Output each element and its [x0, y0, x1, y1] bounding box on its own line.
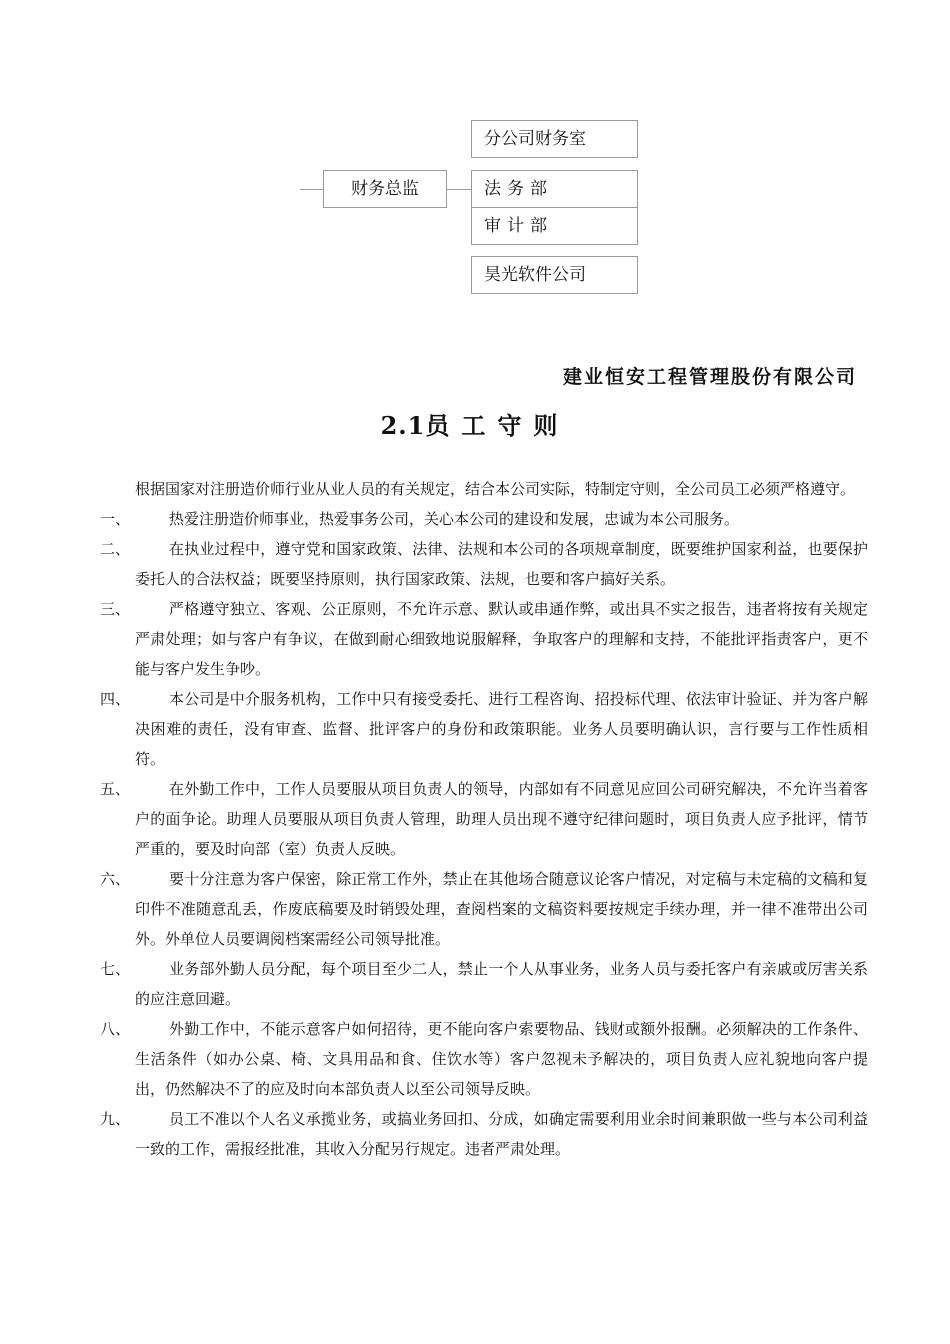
org-box-software-company: 昊光软件公司 [471, 256, 638, 294]
company-name: 建业恒安工程管理股份有限公司 [562, 366, 857, 388]
rule-item [100, 774, 868, 864]
rule-text: 员工不准以个人名义承揽业务，或搞业务回扣、分成，如确定需要利用业余时间兼职做一些与本公司利益一致的工作，需报经批准，其收入分配另行规定。违者严肃处理。 [135, 1110, 868, 1158]
org-box-legal: 法务部 [471, 170, 638, 208]
rule-item [100, 684, 868, 774]
rule-item [100, 864, 868, 954]
rule-text: 要十分注意为客户保密，除正常工作外，禁止在其他场合随意议论客户情况，对定稿与未定稿的文稿和复印件不准随意乱丢，作废底稿要及时销毁处理，查阅档案的文稿资料要按规定手续办理，并一律不准带出公司外。外单位人员要调阅档案需经公司领导批准。 [135, 870, 868, 948]
rule-text: 业务部外勤人员分配，每个项目至少二人，禁止一个人从事业务，业务人员与委托客户有亲戚或厉害关系的应注意回避。 [135, 960, 868, 1008]
page-title [0, 406, 950, 441]
rule-text: 在外勤工作中，工作人员要服从项目负责人的领导，内部如有不同意见应回公司研究解决，不允许当着客户的面争论。助理人员要服从项目负责人管理，助理人员出现不遵守纪律问题时，项目负责人应予批评，情节严重的，要及时向部（室）负责人反映。 [135, 780, 868, 858]
rule-number: 九、 [100, 1110, 131, 1128]
rule-item [100, 1104, 868, 1164]
rule-item [100, 954, 868, 1014]
rule-number: 八、 [100, 1020, 131, 1038]
rule-number: 一、 [100, 510, 131, 528]
intro-paragraph: 根据国家对注册造价师行业从业人员的有关规定，结合本公司实际，特制定守则，全公司员工必须严格遵守。 [135, 480, 856, 498]
org-box-audit: 审计部 [471, 207, 638, 245]
rule-text: 在执业过程中，遵守党和国家政策、法律、法规和本公司的各项规章制度，既要维护国家利益，也要保护委托人的合法权益；既要坚持原则，执行国家政策、法规，也要和客户搞好关系。 [135, 540, 868, 588]
rule-number: 二、 [100, 540, 131, 558]
org-box-director: 财务总监 [323, 170, 447, 208]
rule-number: 五、 [100, 780, 131, 798]
rule-item [100, 534, 868, 594]
title-prefix: 2.1 [380, 411, 426, 440]
rule-number: 六、 [100, 870, 131, 888]
connector-line [300, 189, 323, 190]
rule-item [100, 594, 868, 684]
rule-item [100, 1014, 868, 1104]
rules-body [100, 474, 868, 1164]
rule-text: 外勤工作中，不能示意客户如何招待，更不能向客户索要物品、钱财或额外报酬。必须解决的工作条件、生活条件（如办公桌、椅、文具用品和食、住饮水等）客户忽视未予解决的，项目负责人应礼貌地向客户提出，仍然解决不了的应及时向本部负责人以至公司领导反映。 [135, 1020, 868, 1098]
rule-number: 四、 [100, 690, 131, 708]
title-text: 员工守则 [425, 411, 570, 440]
rule-text: 严格遵守独立、客观、公正原则，不允许示意、默认或串通作弊，或出具不实之报告，违者将按有关规定严肃处理；如与客户有争议，在做到耐心细致地说服解释，争取客户的理解和支持，不能批评指责客户，更不能与客户发生争吵。 [135, 600, 868, 678]
rule-number: 三、 [100, 600, 131, 618]
rule-text: 热爱注册造价师事业，热爱事务公司，关心本公司的建设和发展，忠诚为本公司服务。 [169, 510, 740, 528]
rule-item [100, 504, 868, 534]
org-chart [0, 0, 950, 320]
org-box-branch-finance: 分公司财务室 [471, 120, 638, 158]
rule-number: 七、 [100, 960, 131, 978]
connector-line [447, 189, 471, 190]
rule-text: 本公司是中介服务机构，工作中只有接受委托、进行工程咨询、招投标代理、依法审计验证、并为客户解决困难的责任，没有审查、监督、批评客户的身份和政策职能。业务人员要明确认识，言行要与工作性质相符。 [135, 690, 868, 768]
